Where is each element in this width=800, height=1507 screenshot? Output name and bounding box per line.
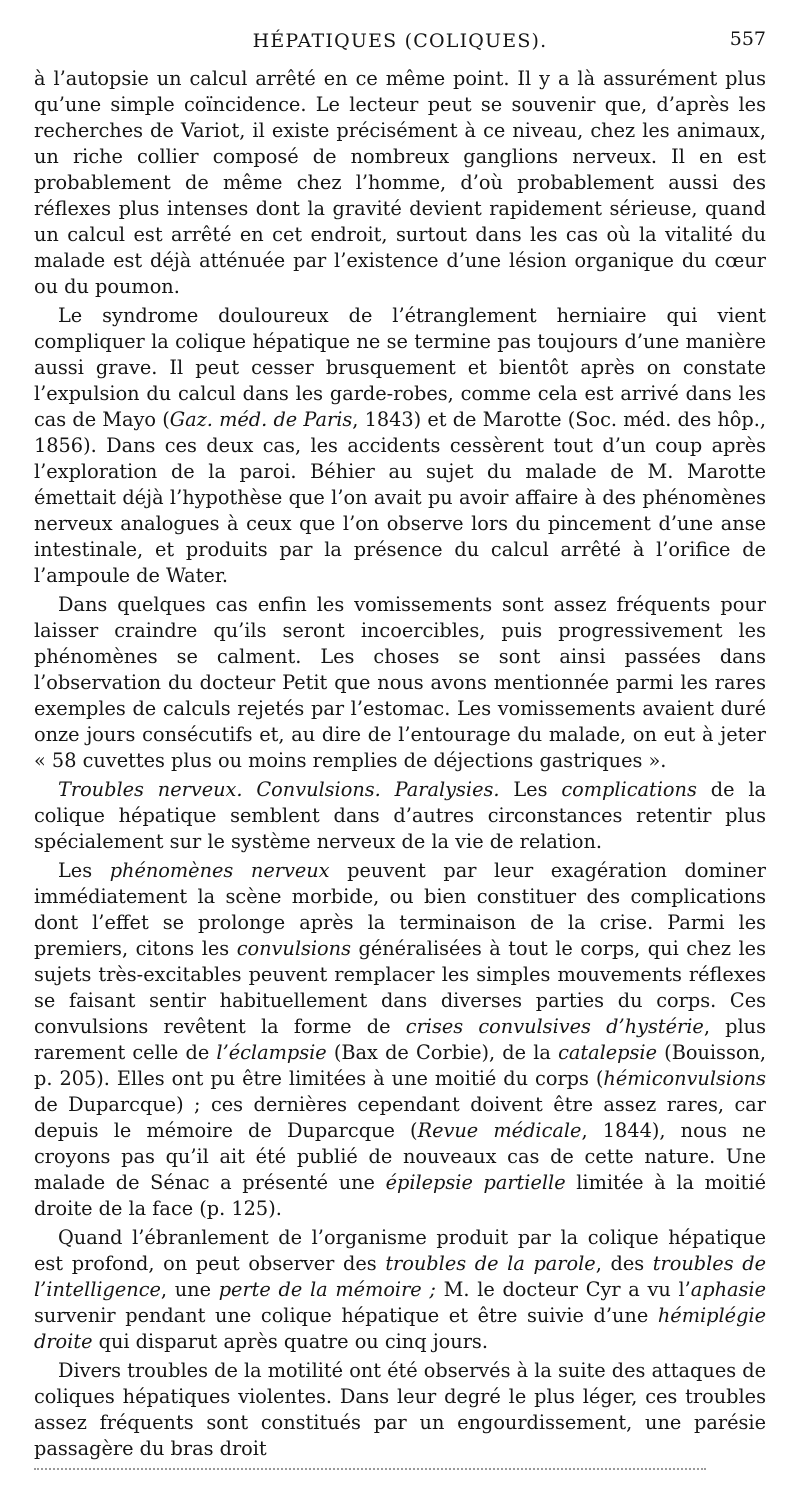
- running-head: [34, 28, 766, 58]
- italic-run: perte de la mémoire ;: [218, 1278, 436, 1301]
- footer-dotted-rule: [34, 1468, 706, 1470]
- text-run: M. le docteur Cyr a vu l’: [435, 1278, 691, 1301]
- book-page: [34, 28, 766, 1478]
- text-run: (Bouisson, p. 205). Elles ont pu être limitées à une moitié du corps (: [34, 1041, 766, 1090]
- text-run: Le syndrome douloureux de l’étranglement herniaire qui vient compliquer la colique hépatique ne se termine pas toujours d’une manière aussi grave. Il peut cesser brusquement et bientôt après on constate l’expulsion du calcul dans les garde-robes, comme cela est arrivé dans les cas de Mayo (: [34, 304, 766, 431]
- text-run: à l’autopsie un calcul arrêté en ce même point. Il y a là assurément plus qu’une simple coïncidence. Le lecteur peut se souvenir que, d’après les recherches de Variot, il existe précisément à ce niveau, chez les animaux, un riche collier composé de nombreux ganglions nerveux. Il en est probablement de même chez l’homme, d’où probablement aussi des réflexes plus intenses dont la gravité devient rapidement sérieuse, quand un calcul est arrêté en cet endroit, surtout dans les cas où la vitalité du malade est déjà atténuée par l’existence d’une lésion organique du cœur ou du poumon.: [34, 67, 766, 298]
- running-title: HÉPATIQUES (COLIQUES).: [252, 30, 548, 52]
- page-number: 557: [729, 28, 766, 50]
- text-run: , une: [160, 1278, 219, 1301]
- text-run: Les: [499, 778, 562, 801]
- text-run: peuvent par leur exagération dominer immédiatement la scène morbide, ou bien constituer des complications dont l’effet se prolonge après la terminaison de la crise. Parmi les premiers, citons les: [34, 859, 766, 960]
- text-run: , plus rarement celle de: [34, 1015, 766, 1064]
- italic-run: Gaz. méd. de Paris: [169, 408, 353, 431]
- text-run: Les: [58, 859, 110, 882]
- italic-run: épilepsie partielle: [385, 1171, 566, 1194]
- italic-run: phénomènes nerveux: [109, 859, 330, 882]
- body-text: [34, 66, 766, 1462]
- text-run: généralisées à tout le corps, qui chez les sujets très-excitables peuvent remplacer les simples mouvements réflexes se faisant sentir habituellement dans diverses parties du corps. Ces convulsions revêtent la forme de: [34, 937, 766, 1038]
- paragraph-hernia-syndrome: [34, 303, 766, 589]
- paragraph-speech-troubles: [34, 1225, 766, 1355]
- paragraph-continuation: [34, 66, 766, 300]
- italic-run: l’éclampsie: [216, 1041, 327, 1064]
- italic-run: hémiconvulsions: [603, 1067, 766, 1090]
- italic-run: complications: [561, 778, 697, 801]
- italic-run: convulsions: [236, 937, 351, 960]
- text-run: Divers troubles de la motilité ont été observés à la suite des attaques de coliques hépatiques violentes. Dans leur degré le plus léger, ces troubles assez fréquents sont constitués par un engourdissement, une parésie passagère du bras droit: [34, 1359, 767, 1460]
- text-run: survenir pendant une colique hépatique et être suivie d’une: [34, 1304, 658, 1327]
- text-run: Quand l’ébranlement de l’organisme produit par la colique hépatique est profond, on peut observer des: [34, 1226, 766, 1275]
- italic-run: crises convulsives d’hystérie: [405, 1015, 704, 1038]
- italic-run: Troubles nerveux. Convulsions. Paralysies.: [58, 778, 500, 801]
- text-run: Dans quelques cas enfin les vomissements sont assez fréquents pour laisser craindre qu’ils seront incoercibles, puis progressivement les phénomènes se calment. Les choses se sont ainsi passées dans l’observation du docteur Petit que nous avons mentionnée parmi les rares exemples de calculs rejetés par l’estomac. Les vomissements avaient duré onze jours consécutifs et, au dire de l’entourage du malade, on eut à jeter « 58 cuvettes plus ou moins remplies de déjections gastriques ».: [34, 593, 766, 772]
- italic-run: aphasie: [690, 1278, 767, 1301]
- text-run: qui disparut après quatre ou cinq jours.: [92, 1330, 488, 1353]
- text-run: de la colique hépatique semblent dans d’autres circonstances retentir plus spécialement sur le système nerveux de la vie de relation.: [34, 778, 766, 853]
- italic-run: hémiplégie droite: [34, 1304, 766, 1353]
- text-run: , des: [595, 1252, 653, 1275]
- text-run: , 1843) et de Marotte (Soc. méd. des hôp., 1856). Dans ces deux cas, les accidents cessèrent tout d’un coup après l’exploration de la paroi. Béhier au sujet du malade de M. Marotte émettait déjà l’hypothèse que l’on avait pu avoir affaire à des phénomènes nerveux analogues à ceux que l’on observe lors du pincement d’une anse intestinale, et produits par la présence du calcul arrêté à l’orifice de l’ampoule de Water.: [34, 408, 767, 587]
- text-run: limitée à la moitié droite de la face (p. 125).: [34, 1171, 766, 1220]
- paragraph-motility-troubles: [34, 1358, 766, 1462]
- paragraph-nervous-troubles-heading: [34, 777, 766, 855]
- italic-run: troubles de l’intelligence: [34, 1252, 766, 1301]
- italic-run: Revue médicale: [417, 1119, 582, 1142]
- text-run: (Bax de Corbie), de la: [326, 1041, 559, 1064]
- text-run: de Duparcque) ; ces dernières cependant doivent être assez rares, car depuis le mémoire de Duparcque (: [34, 1093, 766, 1142]
- italic-run: troubles de la parole: [385, 1252, 596, 1275]
- text-run: , 1844), nous ne croyons pas qu’il ait été publié de nouveaux cas de cette nature. Une malade de Sénac a présenté une: [34, 1119, 766, 1194]
- paragraph-nervous-phenomena: [34, 858, 766, 1222]
- paragraph-vomiting: [34, 592, 766, 774]
- italic-run: catalepsie: [558, 1041, 657, 1064]
